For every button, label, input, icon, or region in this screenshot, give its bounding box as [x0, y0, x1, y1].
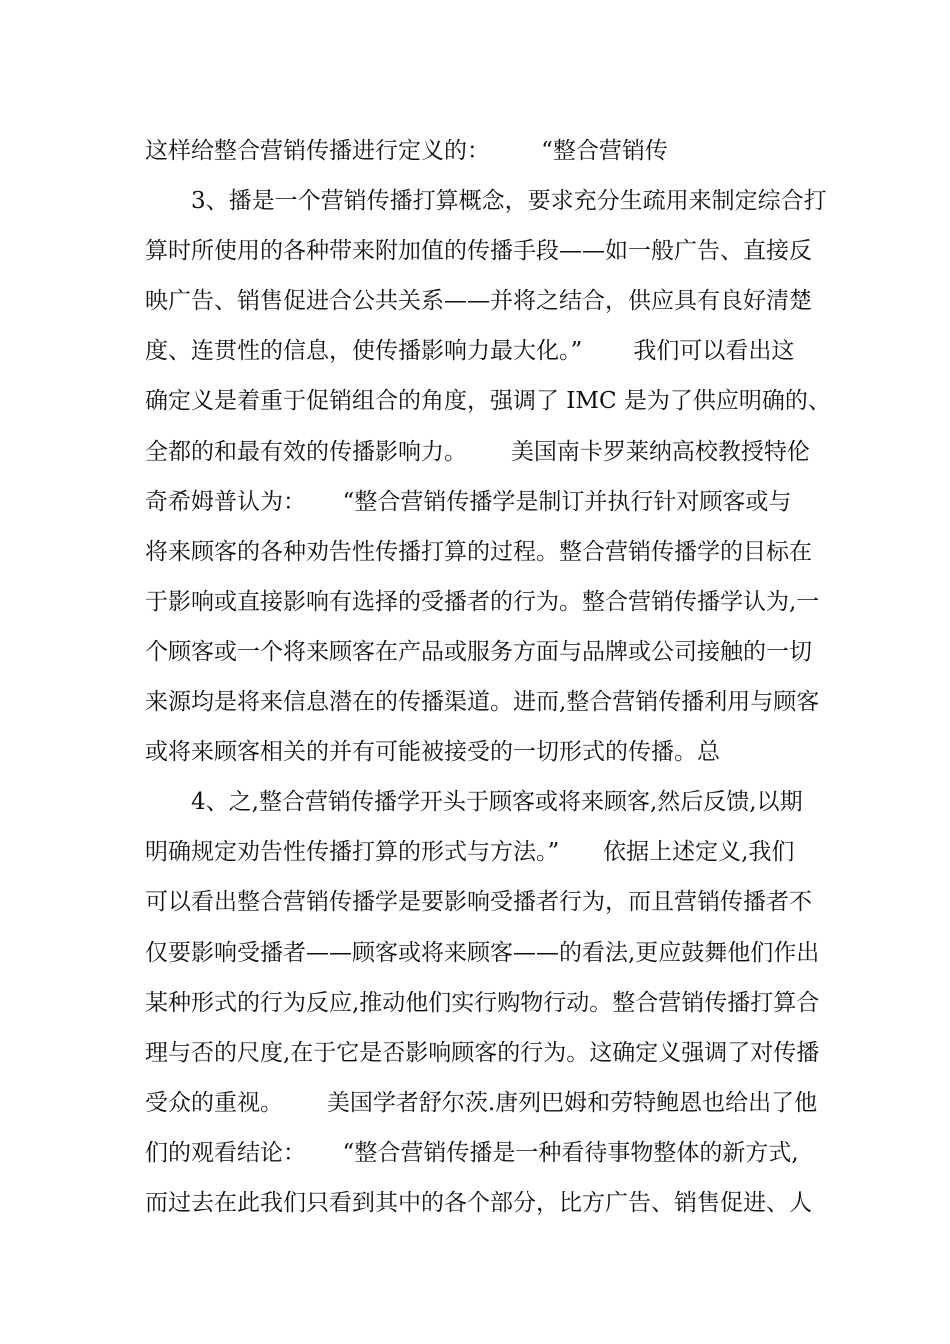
body-text [145, 133, 835, 1235]
text-line: 全都的和最有效的传播影响力。 美国南卡罗莱纳高校教授特伦 [145, 438, 810, 465]
text-line: 于影响或直接影响有选择的受播者的行为。整合营销传播学认为,一 [145, 588, 820, 615]
text-line: 来源均是将来信息潜在的传播渠道。进而,整合营销传播利用与顾客 [145, 689, 820, 716]
text-line: 仅要影响受播者——顾客或将来顾客——的看法,更应鼓舞他们作出 [145, 939, 820, 966]
text-line: 理与否的尺度,在于它是否影响顾客的行为。这确定义强调了对传播 [145, 1039, 820, 1066]
text-line: 受众的重视。 美国学者舒尔茨.唐列巴姆和劳特鲍恩也给出了他 [145, 1089, 818, 1116]
text-line: 4、之,整合营销传播学开头于顾客或将来顾客,然后反馈,以期 [191, 789, 803, 816]
text-line: 个顾客或一个将来顾客在产品或服务方面与品牌或公司接触的一切 [145, 638, 812, 665]
text-line: 而过去在此我们只看到其中的各个部分，比方广告、销售促进、人 [145, 1189, 812, 1216]
text-line: 这样给整合营销传播进行定义的： “整合营销传 [145, 138, 668, 164]
text-line: 3、播是一个营销传播打算概念，要求充分生疏用来制定综合打 [191, 188, 827, 215]
text-line: 明确规定劝告性传播打算的形式与方法。” 依据上述定义,我们 [145, 839, 795, 866]
text-line: 映广告、销售促进合公共关系——并将之结合，供应具有良好清楚 [145, 288, 812, 315]
text-line: 算时所使用的各种带来附加值的传播手段——如一般广告、直接反 [145, 238, 812, 265]
text-line: 可以看出整合营销传播学是要影响受播者行为，而且营销传播者不 [145, 889, 812, 916]
text-line: 或将来顾客相关的并有可能被接受的一切形式的传播。总 [145, 739, 720, 766]
text-line: 确定义是着重于促销组合的角度，强调了 IMC 是为了供应明确的、 [145, 388, 831, 415]
text-line: 度、连贯性的信息，使传播影响力最大化。” 我们可以看出这 [145, 338, 795, 365]
text-line: 奇希姆普认为： “整合营销传播学是制订并执行针对顾客或与 [145, 488, 792, 515]
text-line: 们的观看结论： “整合营销传播是一种看待事物整体的新方式, [145, 1139, 799, 1166]
text-line: 将来顾客的各种劝告性传播打算的过程。整合营销传播学的目标在 [145, 538, 812, 565]
text-line: 某种形式的行为反应,推动他们实行购物行动。整合营销传播打算合 [145, 989, 820, 1016]
